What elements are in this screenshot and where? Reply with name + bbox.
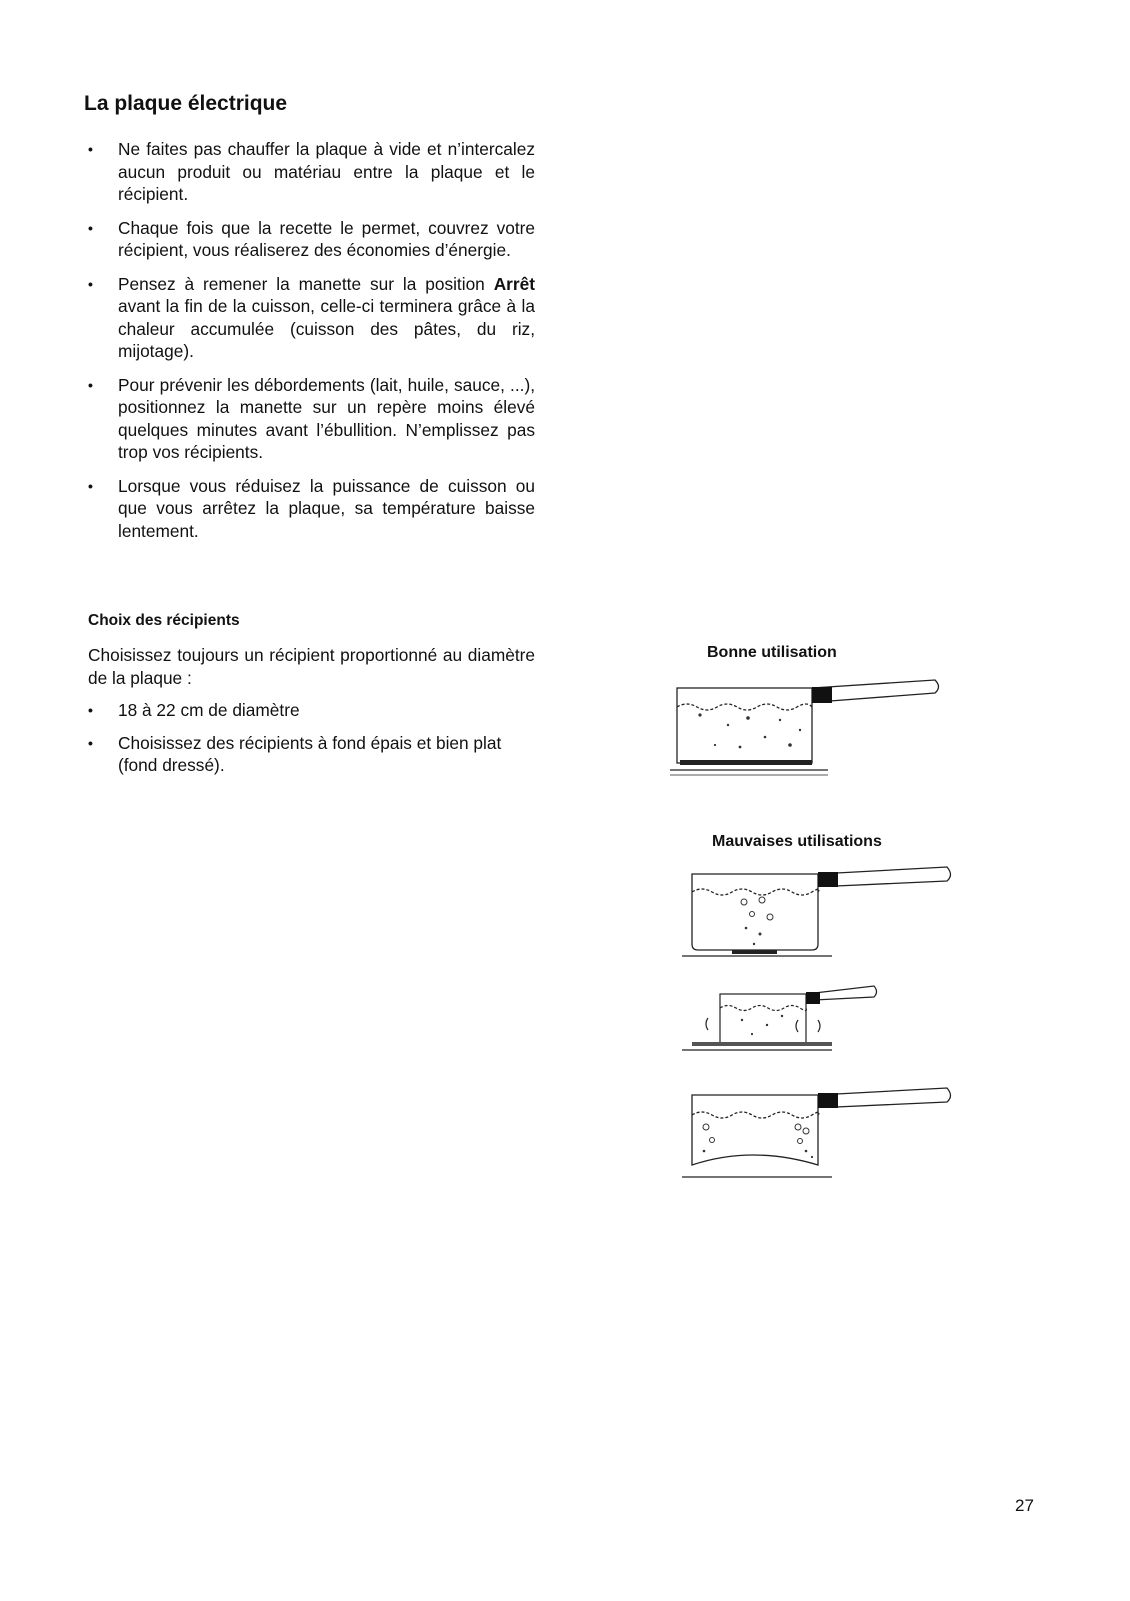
list-item: • Lorsque vous réduisez la puissance de cuisson ou que vous arrêtez la plaque, sa température baisse lentement.: [88, 475, 535, 541]
tip-text: Pour prévenir les débordements (lait, huile, sauce, ...), positionnez la manette sur un repère moins élevé quelques minutes avant l’ébullition. N’emplissez pas trop vos récipients.: [118, 374, 535, 462]
list-item: • Pensez à remener la manette sur la position Arrêt avant la fin de la cuisson, celle-ci terminera grâce à la chaleur accumulée (cuisson des pâtes, du riz, mijotage).: [88, 273, 535, 361]
section-heading: Choix des récipients: [88, 612, 240, 629]
bad-use-label: Mauvaises utilisations: [712, 833, 882, 850]
page-title: La plaque électrique: [84, 92, 288, 115]
list-item: • Chaque fois que la recette le permet, couvrez votre récipient, vous réaliserez des économies d’énergie.: [88, 217, 535, 260]
saucepan-narrow-base-illustration: [682, 862, 962, 962]
tip-text: Chaque fois que la recette le permet, couvrez votre récipient, vous réaliserez des économies d’énergie.: [118, 217, 535, 260]
section-intro: Choisissez toujours un récipient proportionné au diamètre de la plaque :: [88, 645, 535, 688]
item-text: 18 à 22 cm de diamètre: [118, 700, 300, 720]
page-number: 27: [1015, 1496, 1034, 1515]
list-item: • Choisissez des récipients à fond épais et bien plat (fond dressé).: [88, 732, 502, 775]
tip-text: avant la fin de la cuisson, celle-ci terminera grâce à la chaleur accumulée (cuisson des pâtes, du riz, mijotage).: [118, 296, 535, 361]
saucepan-warped-base-illustration: [682, 1085, 962, 1185]
tip-text: Lorsque vous réduisez la puissance de cuisson ou que vous arrêtez la plaque, sa température baisse lentement.: [118, 475, 535, 541]
good-use-label: Bonne utilisation: [707, 644, 837, 661]
list-item: • Pour prévenir les débordements (lait, huile, sauce, ...), positionnez la manette sur un repère moins élevé quelques minutes avant l’ébullition. N’emplissez pas trop vos récipients.: [88, 374, 535, 462]
list-item: • Ne faites pas chauffer la plaque à vide et n’intercalez aucun produit ou matériau entre la plaque et le récipient.: [88, 139, 535, 204]
recipients-section: [88, 644, 535, 777]
saucepan-too-small-illustration: [682, 980, 882, 1060]
bold-term: Arrêt: [493, 273, 535, 294]
tip-text: Pensez à remener la manette sur la position: [118, 273, 494, 294]
item-text: Choisissez des récipients à fond épais et bien plat (fond dressé).: [118, 732, 502, 775]
list-item: • 18 à 22 cm de diamètre: [88, 700, 300, 720]
tip-text: Ne faites pas chauffer la plaque à vide et n’intercalez aucun produit ou matériau entre la plaque et le récipient.: [118, 139, 535, 204]
saucepan-correct-size-illustration: [670, 675, 950, 783]
tips-list: [88, 138, 535, 542]
